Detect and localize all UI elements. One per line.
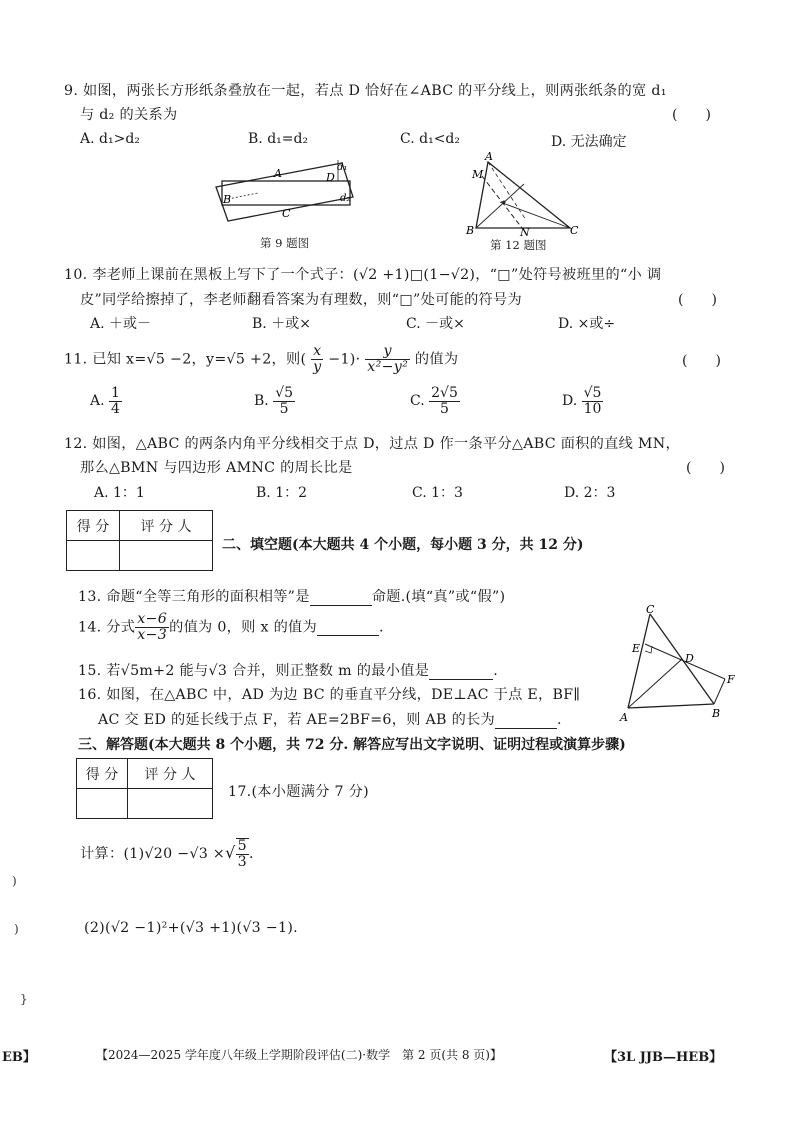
q12-fig-label-a: A [485, 150, 493, 163]
q9-option-c: C. d₁<d₂ [400, 131, 460, 147]
q10-option-d: D. ×或÷ [558, 316, 616, 332]
q16-fig-label-a: A [620, 711, 628, 724]
q17-part1-fraction [236, 838, 249, 870]
q14-line [78, 612, 384, 643]
q14-prefix: 14. 分式 [78, 619, 136, 636]
q11-option-b-label: B. [254, 393, 269, 410]
q14-den: x−3 [137, 626, 168, 643]
q11-option-d-num: √5 [583, 385, 602, 401]
section3-title: 三、解答题(本大题共 8 个小题，共 72 分. 解答应写出文字说明、证明过程或演算步骤) [78, 737, 626, 753]
q16-line2-text: AC 交 ED 的延长线于点 F，若 AE=2BF=6，则 AB 的长为 [98, 712, 496, 728]
q9-line2: 与 d₂ 的关系为 [80, 107, 178, 123]
q12-figure [460, 150, 590, 240]
q11-f2-den: x²−y² [367, 358, 409, 375]
score-table-2-col1: 得 分 [67, 511, 120, 541]
q17-part1: 计算：(1)√20 −√3 ×√ $\frac{5}{3}$ . [80, 838, 254, 870]
q10-option-b: B. ＋或× [252, 316, 311, 332]
q12-fig-label-n: N [520, 226, 530, 239]
q11-option-d-label: D. [562, 393, 578, 410]
q16-fig-label-f: F [727, 673, 735, 686]
q11-option-b-num: √5 [275, 385, 294, 401]
q12-option-b: B. 1：2 [256, 485, 308, 501]
q17-part1-den: 3 [237, 853, 247, 870]
q16-line2 [98, 709, 562, 729]
grader-cell-2[interactable] [120, 541, 213, 571]
q9-answer-paren: ( ) [672, 107, 711, 123]
q11-option-c [410, 386, 460, 416]
q13-prefix: 13. 命题“全等三角形的面积相等”是 [78, 589, 310, 605]
q10-line2: 皮”同学给擦掉了，李老师翻看答案为有理数，则“□”处可能的符号为 [80, 292, 523, 308]
q12-option-d: D. 2：3 [564, 485, 616, 501]
q11-prefix: 11. 已知 x=√5 −2，y=√5 +2，则( [64, 351, 307, 368]
q9-fig-label-d2: d₂ [340, 193, 351, 204]
q11-f1-num: x [311, 344, 323, 360]
q17-header: 17.(本小题满分 7 分) [228, 784, 370, 800]
q9-fig-label-a: A [274, 167, 282, 180]
q11-f1-den: y [313, 358, 322, 375]
q11-option-c-den: 5 [440, 400, 449, 417]
q15-end: . [493, 663, 498, 679]
q14-fraction [135, 612, 169, 643]
q17-part1-prefix: 计算：(1)√20 −√3 × [80, 845, 226, 862]
score-cell-3[interactable] [77, 789, 128, 819]
q15-prefix: 15. 若√5m+2 能与√3 合并，则正整数 m 的最小值是 [78, 663, 430, 679]
q9-option-a: A. d₁>d₂ [80, 131, 140, 147]
section2-title: 二、填空题(本大题共 4 个小题，每小题 3 分，共 12 分) [222, 537, 584, 553]
q12-answer-paren: ( ) [686, 460, 725, 476]
q17-part2: (2)(√2 −1)²+(√3 +1)(√3 −1). [84, 920, 298, 936]
q14-answer-blank[interactable] [317, 619, 379, 636]
score-cell-2[interactable] [67, 541, 120, 571]
q11-f2-num: y [365, 344, 410, 360]
q16-figure [612, 604, 744, 724]
q10-answer-paren: ( ) [678, 292, 717, 308]
q11-option-a [90, 386, 122, 416]
q11-option-b-den: 5 [279, 400, 289, 417]
footer-left-code: EB】 [2, 1050, 36, 1065]
q11-line [64, 344, 458, 375]
q11-fraction-2 [365, 344, 410, 375]
q9-option-d: D. 无法确定 [551, 134, 627, 150]
score-table-section3 [76, 758, 213, 819]
q11-option-d-den: 10 [583, 400, 602, 417]
q12-figure-caption: 第 12 题图 [490, 238, 547, 252]
q12-fig-label-b: B [466, 224, 475, 237]
q17-part1-end: . [248, 845, 254, 862]
q11-option-a-den: 4 [111, 400, 120, 417]
score-table-section2 [66, 510, 213, 571]
q16-end: . [557, 712, 562, 728]
q11-option-c-label: C. [410, 393, 425, 410]
score-table-3-col1: 得 分 [77, 759, 128, 789]
q16-line1: 16. 如图，在△ABC 中，AD 为边 BC 的垂直平分线，DE⊥AC 于点 E，BF∥ [78, 687, 581, 703]
margin-mark-3: } [20, 992, 28, 1006]
q11-fraction-1 [311, 344, 323, 375]
q9-fig-label-d1: d₁ [337, 162, 348, 173]
q11-option-d [562, 386, 603, 416]
score-table-3-col2: 评 分 人 [128, 759, 213, 789]
margin-mark-2: ) [14, 922, 19, 936]
q11-option-c-num: 2√5 [431, 385, 458, 401]
q11-mid: −1)· [328, 351, 361, 368]
q12-line1: 12. 如图，△ABC 的两条内角平分线相交于点 D，过点 D 作一条平分△ABC 面积的直线 MN， [64, 436, 680, 452]
q11-option-a-num: 1 [111, 385, 120, 401]
q16-fig-label-b: B [712, 707, 721, 720]
q9-fig-label-d: D [326, 171, 335, 184]
footer-center: 【2024—2025 学年度八年级上学期阶段评估(二)·数学 第 2 页(共 8 页)】 [96, 1048, 502, 1062]
q11-option-a-label: A. [90, 393, 105, 410]
q14-suffix: 的值为 0，则 x 的值为 [169, 619, 318, 636]
q13-answer-blank[interactable] [310, 589, 372, 606]
q9-fig-label-c: C [282, 207, 291, 220]
q13-suffix: 命题.(填“真”或“假”) [371, 589, 506, 605]
q10-option-a: A. ＋或－ [90, 316, 152, 332]
q9-line1: 9. 如图，两张长方形纸条叠放在一起，若点 D 恰好在∠ABC 的平分线上，则两张纸条的宽 d₁ [64, 83, 667, 99]
q11-option-b [254, 386, 295, 416]
grader-cell-3[interactable] [128, 789, 213, 819]
q17-part1-num: 5 [237, 838, 247, 854]
q16-fig-label-d: D [685, 652, 694, 665]
q15-answer-blank[interactable] [429, 663, 493, 680]
q9-option-b: B. d₁=d₂ [248, 131, 309, 147]
q10-option-c: C. －或× [406, 316, 465, 332]
q14-num: x−6 [137, 611, 168, 627]
q10-line1: 10. 李老师上课前在黑板上写下了一个式子：(√2 +1)□(1−√2)，“□”处符号被班里的“小 调 [64, 267, 662, 283]
q9-fig-label-b: B [223, 193, 232, 206]
q15-line [78, 660, 498, 680]
margin-mark-1: ) [12, 874, 17, 888]
q12-option-c: C. 1：3 [412, 485, 463, 501]
q13-line [78, 586, 505, 606]
q12-fig-label-m: M [472, 168, 484, 181]
q16-answer-blank[interactable] [495, 712, 557, 729]
q16-fig-label-c: C [646, 604, 655, 616]
q12-fig-label-c: C [570, 224, 579, 237]
q12-line2: 那么△BMN 与四边形 AMNC 的周长比是 [80, 460, 353, 476]
score-table-2-col2: 评 分 人 [120, 511, 213, 541]
q11-answer-paren: ( ) [682, 353, 721, 369]
q12-option-a: A. 1：1 [94, 485, 145, 501]
q14-end: . [379, 619, 384, 636]
q11-suffix: 的值为 [414, 351, 459, 368]
q9-figure-caption: 第 9 题图 [260, 236, 310, 250]
q9-figure [210, 155, 370, 230]
q16-fig-label-e: E [632, 642, 641, 655]
footer-right-code: 【3L JJB—HEB】 [604, 1050, 723, 1065]
